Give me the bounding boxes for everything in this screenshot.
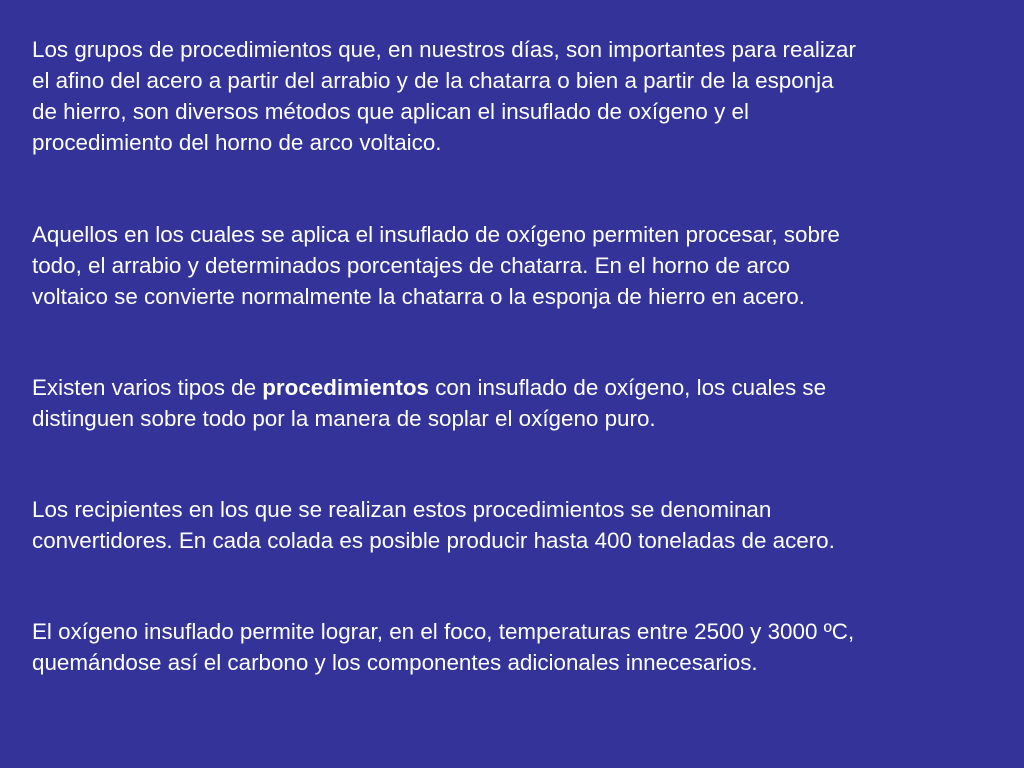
- text-line: voltaico se convierte normalmente la chatarra o la esponja de hierro en acero.: [32, 284, 805, 309]
- text-line: procedimiento del horno de arco voltaico.: [32, 130, 442, 155]
- emphasized-word: procedimientos: [262, 375, 429, 400]
- paragraph-converters: [32, 494, 984, 556]
- text-line: convertidores. En cada colada es posible producir hasta 400 toneladas de acero.: [32, 528, 835, 553]
- text-before-emphasis: Existen varios tipos de: [32, 375, 263, 400]
- text-line: quemándose así el carbono y los componentes adicionales innecesarios.: [32, 650, 758, 675]
- text-line: todo, el arrabio y determinados porcentajes de chatarra. En el horno de arco: [32, 253, 791, 278]
- paragraph-oxygen-blowing-use: [32, 219, 984, 312]
- text-line: Aquellos en los cuales se aplica el insuflado de oxígeno permiten procesar, sobre: [32, 222, 840, 247]
- text-line: el afino del acero a partir del arrabio y de la chatarra o bien a partir de la esponja: [32, 68, 834, 93]
- text-line: distinguen sobre todo por la manera de soplar el oxígeno puro.: [32, 406, 656, 431]
- text-line: Los recipientes en los que se realizan estos procedimientos se denominan: [32, 497, 772, 522]
- text-line-with-emphasis: [32, 372, 984, 403]
- paragraph-procedure-groups: [32, 34, 984, 158]
- text-after-emphasis: con insuflado de oxígeno, los cuales se: [428, 375, 827, 400]
- text-line: Los grupos de procedimientos que, en nuestros días, son importantes para realizar: [32, 37, 856, 62]
- paragraph-temperature: [32, 616, 984, 678]
- paragraph-procedure-types: [32, 372, 984, 434]
- text-line: de hierro, son diversos métodos que aplican el insuflado de oxígeno y el: [32, 99, 749, 124]
- text-line: El oxígeno insuflado permite lograr, en el foco, temperaturas entre 2500 y 3000 ºC,: [32, 619, 855, 644]
